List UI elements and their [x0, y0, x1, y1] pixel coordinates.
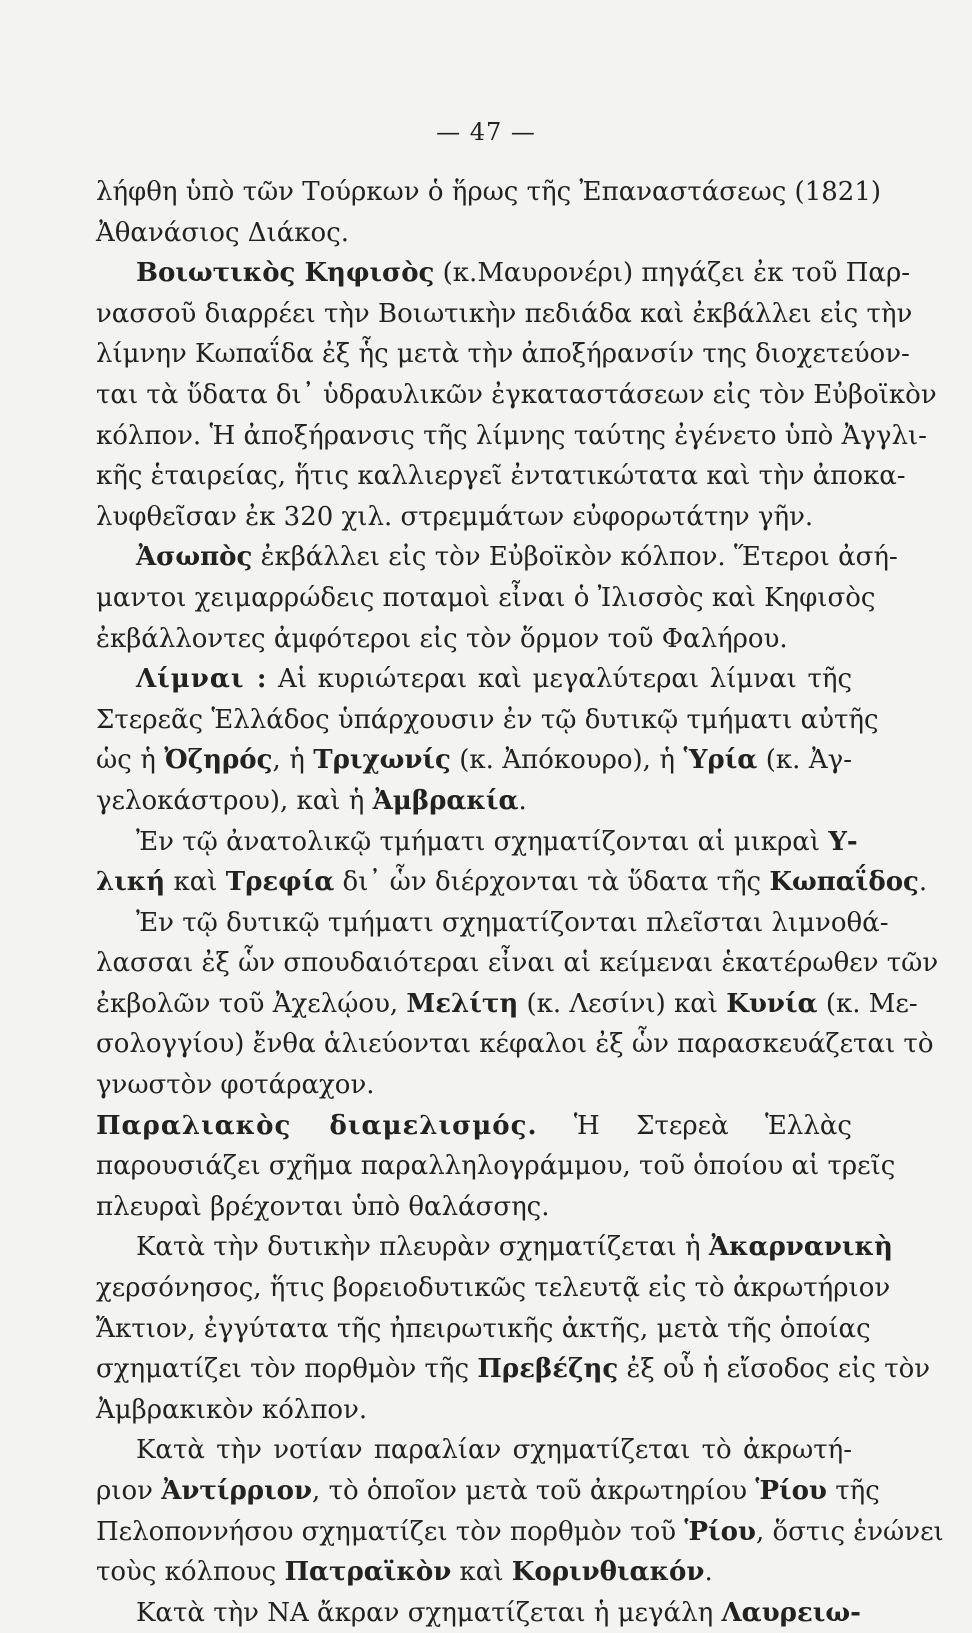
text-run: Ἐν τῷ ἀνατολικῷ τμήματι σχηματίζονται αἱ μικραὶ [136, 826, 829, 857]
text-line [96, 862, 928, 903]
emphasized-term: Κυνία [726, 988, 818, 1019]
text-line [96, 1065, 852, 1106]
text-run: λασσαι ἐξ ὧν σπουδαιότεραι εἶναι αἱ κείμεναι ἑκατέρωθεν τῶν [96, 948, 939, 979]
text-run: ὡς ἡ [96, 745, 165, 776]
text-run: χερσόνησος, ἥτις βορειοδυτικῶς τελευτᾷ εἰς τὸ ἀκρωτήριον [96, 1273, 891, 1304]
text-run: , τὸ ὁποῖον μετὰ τοῦ ἀκρωτηρίου [312, 1476, 756, 1506]
text-run: Κατὰ τὴν νοτίαν παραλίαν σχηματίζεται τὸ ἀκρωτή- [136, 1435, 852, 1466]
text-line [96, 537, 898, 578]
text-line [96, 375, 937, 416]
emphasized-term: Βοιωτικὸς Κηφισὸς [136, 258, 435, 289]
text-line [96, 416, 927, 457]
emphasized-term: Λίμναι : [136, 664, 268, 695]
text-line [96, 619, 852, 660]
emphasized-term: λική [96, 867, 166, 898]
text-run: , ἡ [272, 745, 314, 776]
text-line [96, 822, 858, 863]
text-run: (κ. Ἀπόκουρο), ἡ [450, 745, 684, 776]
text-line [96, 456, 906, 497]
text-run: , ὅστις ἑνώνει [755, 1516, 944, 1547]
text-run: . [518, 785, 527, 816]
text-run: Ἡ Στερεὰ Ἑλλὰς [537, 1110, 852, 1141]
text-line [96, 1146, 896, 1187]
text-run: κόλπον. Ἡ ἀποξήρανσις τῆς λίμνης ταύτης ἐγένετο ὑπὸ Ἀγγλι- [96, 420, 927, 451]
text-line [96, 578, 876, 619]
text-line [96, 253, 911, 294]
emphasized-term: Ἀσωπὸς [136, 542, 253, 573]
text-run: (κ. Λεσίνι) καὶ [518, 988, 727, 1019]
text-run: σολογγίου) ἔνθα ἁλιεύονται κέφαλοι ἐξ ὧν παρασκευάζεται τὸ [96, 1029, 934, 1060]
text-line [96, 1390, 852, 1431]
text-line [96, 334, 910, 375]
text-run: . [918, 867, 928, 898]
text-run: ται τὰ ὕδατα δι᾽ ὑδραυλικῶν ἐγκαταστάσεων εἰς τὸν Εὐβοϊκὸν [96, 379, 937, 410]
text-line [96, 497, 852, 538]
emphasized-term: Ῥίου [755, 1476, 827, 1506]
text-run: γελοκάστρου), καὶ ἡ [96, 785, 373, 816]
text-run: ριον [96, 1476, 162, 1506]
text-run: ἐκβάλλοντες ἀμφότεροι εἰς τὸν ὅρμον τοῦ Φαλήρου. [96, 623, 788, 654]
text-run: Ἐν τῷ δυτικῷ τμήματι σχηματίζονται πλεῖσται λιμνοθά- [136, 907, 889, 938]
text-line [96, 1187, 852, 1228]
emphasized-term: Ῥίου [684, 1516, 756, 1547]
emphasized-term: Ἀμβρακία [372, 785, 519, 816]
text-line [96, 1309, 871, 1350]
text-line [96, 1349, 931, 1390]
text-line [96, 1552, 852, 1593]
text-run: ἐκβολῶν τοῦ Ἀχελῴου, [96, 988, 407, 1019]
text-run: καὶ [165, 867, 226, 898]
text-run: τοὺς κόλπους [96, 1557, 285, 1588]
emphasized-term: Τρεφία [225, 867, 335, 898]
text-line [96, 903, 889, 944]
text-line [96, 1227, 893, 1268]
text-run: Ἄκτιον, ἐγγύτατα τῆς ἠπειρωτικῆς ἀκτῆς, μετὰ τῆς ὁποίας [96, 1313, 871, 1344]
text-run: Πελοποννήσου σχηματίζει τὸν πορθμὸν τοῦ [96, 1516, 685, 1547]
text-run: Στερεᾶς Ἑλλάδος ὑπάρχουσιν ἐν τῷ δυτικῷ τμήματι αὐτῆς [96, 704, 879, 735]
text-run: λίμνην Κωπαΐδα ἐξ ἧς μετὰ τὴν ἀποξήρανσίν της διοχετεύον- [96, 339, 910, 370]
text-run: ἐκβάλλει εἰς τὸν Εὐβοϊκὸν κόλπον. Ἕτεροι ἀσή- [252, 542, 898, 573]
text-run: (κ. Ἀγ- [757, 745, 853, 776]
text-run: νασσοῦ διαρρέει τὴν Βοιωτικὴν πεδιάδα καὶ ἐκβάλλει εἰς τὴν [96, 298, 913, 329]
text-run: Κατὰ τὴν δυτικὴν πλευρὰν σχηματίζεται ἡ [136, 1232, 709, 1263]
text-line [96, 984, 918, 1025]
text-run: τῆς [826, 1476, 880, 1506]
text-run: παρουσιάζει σχῆμα παραλληλογράμμου, τοῦ ὁποίου αἱ τρεῖς [96, 1151, 896, 1182]
text-line [96, 1024, 934, 1065]
emphasized-term: Κωπαΐδος [769, 867, 919, 898]
text-run: λήφθη ὑπὸ τῶν Τούρκων ὁ ἥρως τῆς Ἐπαναστάσεως (1821) [96, 177, 882, 207]
emphasized-term: Ὀζηρός [164, 745, 273, 776]
text-line [96, 659, 852, 700]
text-line [96, 700, 879, 741]
text-run: ἐξ οὗ ἡ εἴσοδος εἰς τὸν [618, 1354, 931, 1385]
text-run: Ἀμβρακικὸν κόλπον. [96, 1394, 368, 1425]
text-line [96, 1430, 852, 1471]
text-line [96, 213, 852, 254]
text-run: μαντοι χειμαρρώδεις ποταμοὶ εἶναι ὁ Ἰλισσὸς καὶ Κηφισὸς [96, 582, 876, 613]
emphasized-term: Πατραϊκὸν [284, 1557, 452, 1588]
text-line [96, 1268, 891, 1309]
body-text [96, 172, 944, 1633]
text-run: σχηματίζει τὸν πορθμὸν τῆς [96, 1354, 478, 1385]
text-run: . [704, 1557, 713, 1588]
emphasized-term: Πρεβέζης [477, 1354, 619, 1385]
page-number: — 47 — [436, 118, 536, 146]
text-run: Κατὰ τὴν ΝΑ ἄκραν σχηματίζεται ἡ μεγάλη [136, 1597, 722, 1628]
emphasized-term: Παραλιακὸς διαμελισμός. [96, 1110, 538, 1141]
text-run: κῆς ἑταιρείας, ἥτις καλλιεργεῖ ἐντατικώτατα καὶ τὴν ἀποκα- [96, 461, 906, 492]
text-line [96, 943, 939, 984]
text-run: (κ.Μαυρονέρι) πηγάζει ἐκ τοῦ Παρ- [434, 258, 911, 289]
text-line [96, 740, 852, 781]
emphasized-term: Υ- [828, 826, 858, 857]
emphasized-term: Μελίτη [406, 988, 519, 1019]
emphasized-term: Ὑρία [683, 745, 758, 776]
text-line [96, 1471, 880, 1512]
text-run: Ἀθανάσιος Διάκος. [96, 217, 350, 248]
emphasized-term: Λαυρειω- [721, 1597, 861, 1628]
text-line [96, 1106, 852, 1147]
text-line [96, 294, 913, 335]
text-run: καὶ [451, 1557, 512, 1588]
text-run: γνωστὸν φοτάραχον. [96, 1070, 375, 1101]
emphasized-term: Ἀντίρριον [161, 1476, 313, 1506]
text-line [96, 1512, 944, 1553]
text-line [96, 781, 852, 822]
text-run: πλευραὶ βρέχονται ὑπὸ θαλάσσης. [96, 1191, 550, 1222]
text-run: Αἱ κυριώτεραι καὶ μεγαλύτεραι λίμναι τῆς [267, 664, 853, 695]
text-run: λυφθεῖσαν ἐκ 320 χιλ. στρεμμάτων εὐφορωτάτην γῆν. [96, 501, 814, 532]
text-run: δι᾽ ὧν διέρχονται τὰ ὕδατα τῆς [334, 867, 770, 898]
emphasized-term: Ἀκαρνανικὴ [708, 1232, 893, 1263]
text-line [96, 172, 882, 213]
emphasized-term: Κορινθιακόν [511, 1557, 705, 1588]
emphasized-term: Τριχωνίς [313, 745, 451, 776]
text-run: (κ. Με- [817, 988, 918, 1019]
text-line [96, 1593, 861, 1633]
